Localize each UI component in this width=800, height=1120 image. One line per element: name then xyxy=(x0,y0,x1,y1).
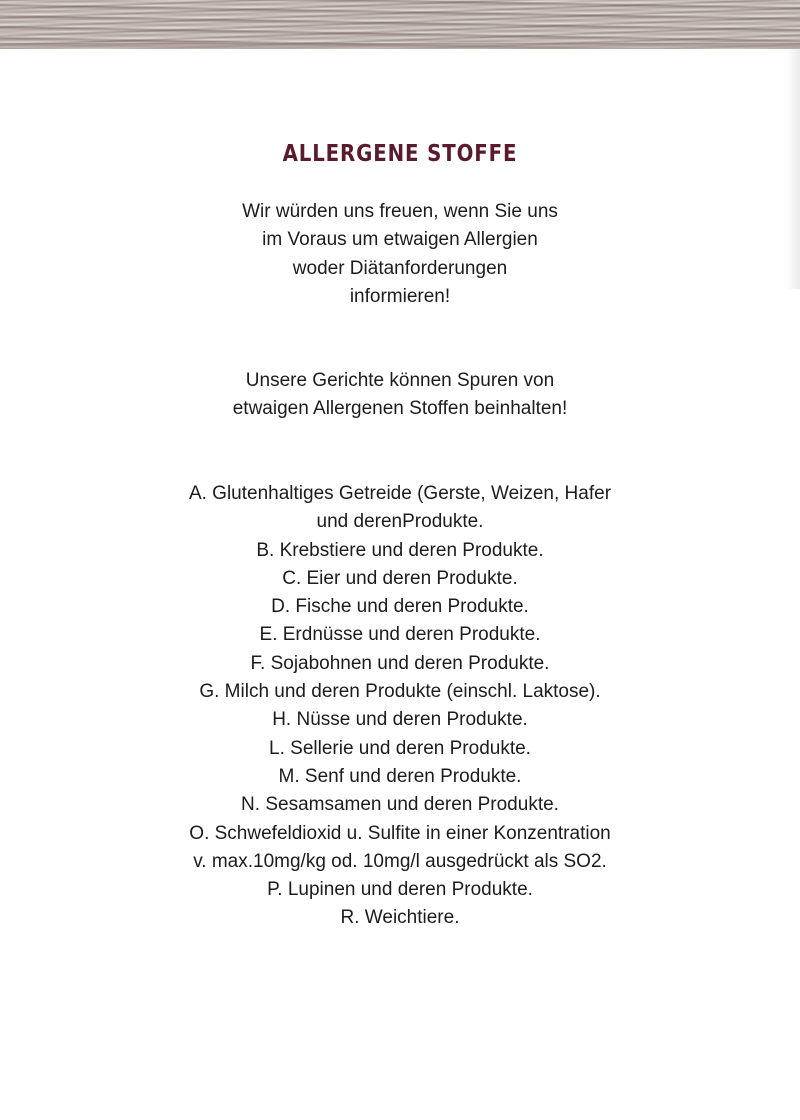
notice-line: Unsere Gerichte können Spuren von xyxy=(245,370,555,391)
intro-paragraph xyxy=(0,198,800,311)
notice-paragraph xyxy=(0,367,800,424)
allergen-line: C. Eier und deren Produkte. xyxy=(282,567,518,589)
allergen-line: A. Glutenhaltiges Getreide (Gerste, Weizen, Hafer xyxy=(188,483,612,504)
allergen-line: G. Milch und deren Produkte (einschl. Laktose). xyxy=(199,681,601,703)
intro-line: woder Diätanforderungen xyxy=(292,257,508,279)
allergen-line: v. max.10mg/kg od. 10mg/l ausgedrückt als SO2. xyxy=(193,850,607,872)
allergen-line: N. Sesamsamen und deren Produkte. xyxy=(241,794,559,816)
allergen-line: D. Fische und deren Produkte. xyxy=(271,596,529,618)
notice-line: etwaigen Allergenen Stoffen beinhalten! xyxy=(232,398,568,420)
allergen-line: H. Nüsse und deren Produkte. xyxy=(272,709,528,731)
allergen-line: L. Sellerie und deren Produkte. xyxy=(269,737,531,759)
intro-line: im Voraus um etwaigen Allergien xyxy=(262,229,538,251)
wood-texture-banner xyxy=(0,0,800,49)
allergen-line: und derenProdukte. xyxy=(316,511,484,533)
allergen-list xyxy=(0,480,800,933)
allergen-line: P. Lupinen und deren Produkte. xyxy=(267,879,533,901)
intro-line: informieren! xyxy=(349,285,451,307)
page-title: ALLERGENE STOFFE xyxy=(282,141,518,167)
allergen-line: E. Erdnüsse und deren Produkte. xyxy=(259,624,541,646)
allergen-line: R. Weichtiere. xyxy=(340,907,460,929)
allergen-line: M. Senf und deren Produkte. xyxy=(278,765,522,787)
allergen-line: B. Krebstiere und deren Produkte. xyxy=(256,539,544,561)
intro-line: Wir würden uns freuen, wenn Sie uns xyxy=(242,201,558,222)
allergen-line: F. Sojabohnen und deren Produkte. xyxy=(250,652,550,674)
allergen-line: O. Schwefeldioxid u. Sulfite in einer Konzentration xyxy=(189,822,611,844)
